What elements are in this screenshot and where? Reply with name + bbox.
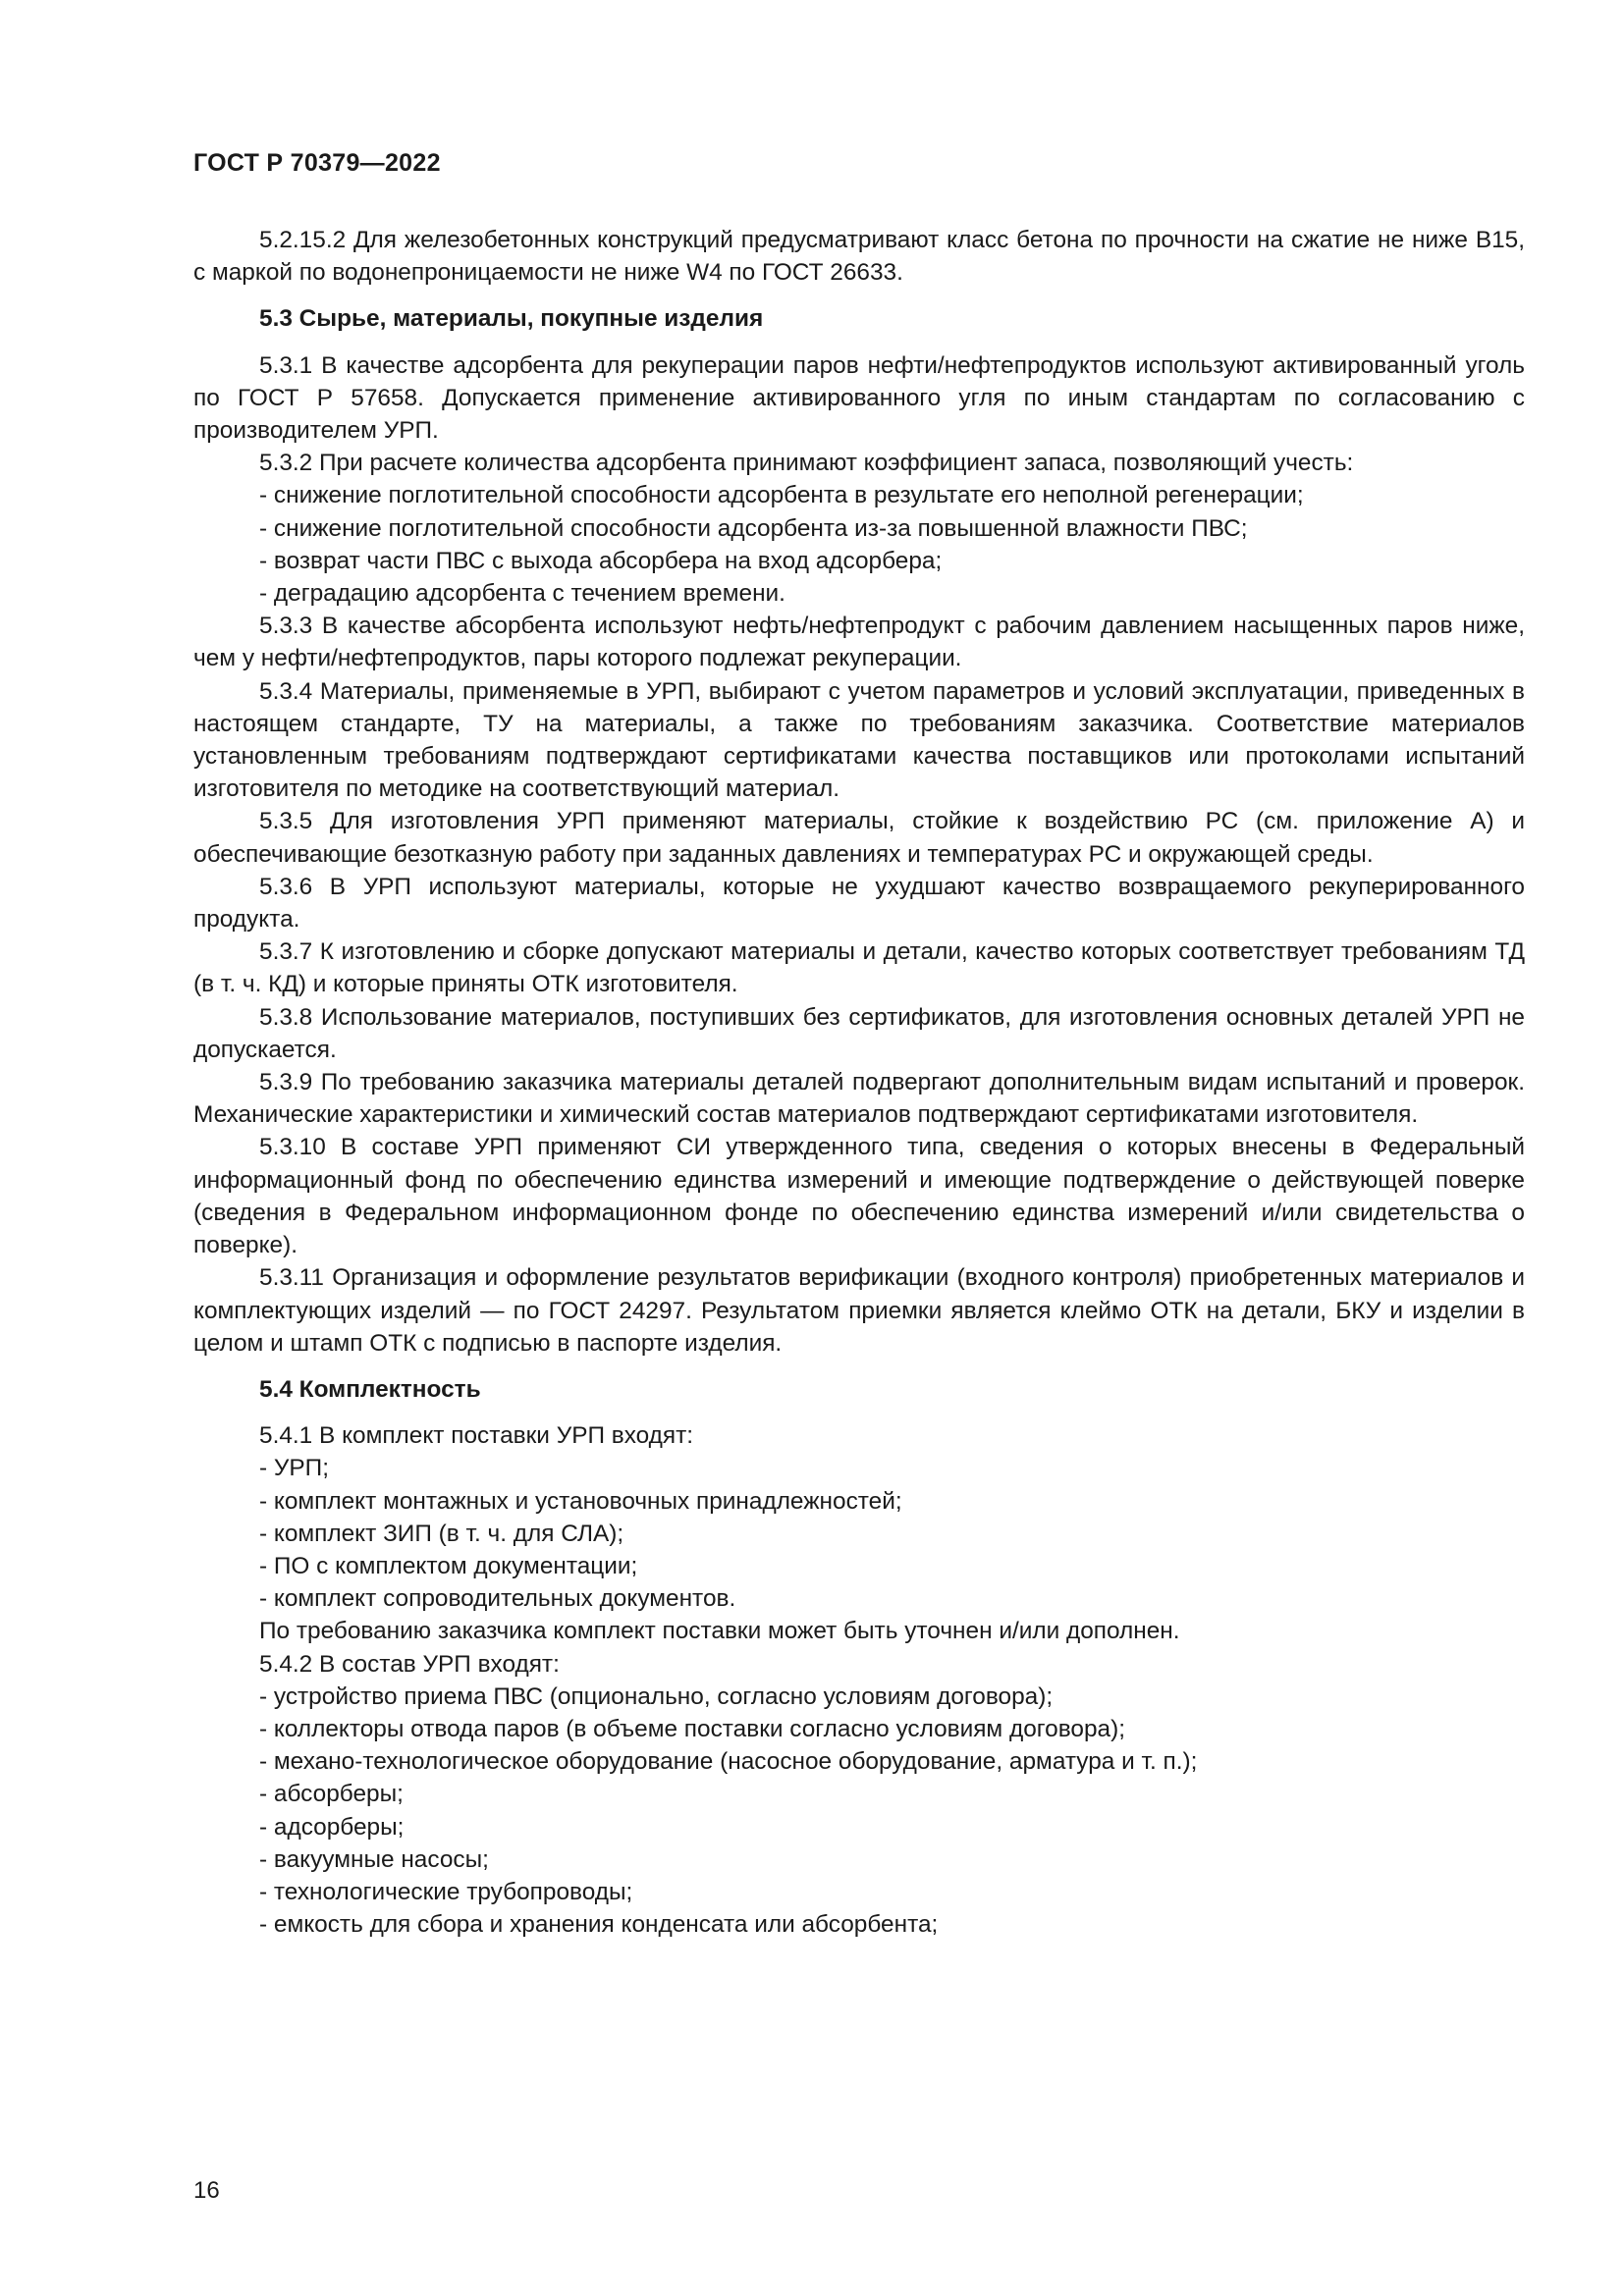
clause-5-3-6: 5.3.6 В УРП используют материалы, которые не ухудшают качество возвращаемого рекуперированного продукта. xyxy=(193,873,1525,934)
document-page xyxy=(193,0,1525,2296)
list-item: - ПО с комплектом документации; xyxy=(259,1552,638,1579)
clause-5-3-7: 5.3.7 К изготовлению и сборке допускают материалы и детали, качество которых соответствует требованиям ТД (в т. ч. КД) и которые приняты ОТК изготовителя. xyxy=(193,938,1525,998)
list-item: - возврат части ПВС с выхода абсорбера на вход адсорбера; xyxy=(259,547,943,574)
page-number: 16 xyxy=(193,2177,220,2204)
document-header: ГОСТ Р 70379—2022 xyxy=(193,149,441,177)
clause-5-3-4: 5.3.4 Материалы, применяемые в УРП, выбирают с учетом параметров и условий эксплуатации, приведенных в настоящем стандарте, ТУ на материалы, а также по требованиям заказчика. Соответствие материалов установленным требованиям подтверждают сертификатами качества поставщиков или протоколами испытаний изготовителя по методике на соответствующий материал. xyxy=(193,677,1525,803)
list-item: - деградацию адсорбента с течением времени. xyxy=(259,580,785,608)
delivery-note: По требованию заказчика комплект поставки может быть уточнен и/или дополнен. xyxy=(259,1618,1180,1645)
section-5-4-title: 5.4 Комплектность xyxy=(259,1375,481,1403)
list-item: - снижение поглотительной способности адсорбента в результате его неполной регенерации; xyxy=(259,482,1304,509)
list-item: - коллекторы отвода паров (в объеме поставки согласно условиям договора); xyxy=(259,1715,1125,1742)
list-item: - комплект сопроводительных документов. xyxy=(259,1585,736,1613)
section-5-3-title: 5.3 Сырье, материалы, покупные изделия xyxy=(259,305,764,333)
list-item: - комплект монтажных и установочных принадлежностей; xyxy=(259,1487,902,1515)
clause-5-3-11: 5.3.11 Организация и оформление результатов верификации (входного контроля) приобретенных материалов и комплектующих изделий — по ГОСТ 24297. Результатом приемки является клеймо ОТК на детали, БКУ и изделии в целом и штамп ОТК с подписью в паспорте изделия. xyxy=(193,1264,1525,1357)
list-item: - снижение поглотительной способности адсорбента из-за повышенной влажности ПВС; xyxy=(259,514,1248,542)
list-item: - вакуумные насосы; xyxy=(259,1845,489,1873)
clause-5-3-10: 5.3.10 В составе УРП применяют СИ утвержденного типа, сведения о которых внесены в Федеральный информационный фонд по обеспечению единства измерений и имеющие подтверждение о действующей поверке (сведения в Федеральном информационном фонде по обеспечению единства измерений и/или свидетельства о поверке). xyxy=(193,1134,1525,1259)
list-item: - устройство приема ПВС (опционально, согласно условиям договора); xyxy=(259,1682,1054,1710)
list-item: - УРП; xyxy=(259,1455,329,1482)
clause-5-4-1: 5.4.1 В комплект поставки УРП входят: xyxy=(259,1422,694,1450)
clause-5-3-9: 5.3.9 По требованию заказчика материалы деталей подвергают дополнительным видам испытаний и проверок. Механические характеристики и химический состав материалов подтверждают сертификатами изготовителя. xyxy=(193,1069,1525,1129)
clause-5-2-15-2: 5.2.15.2 Для железобетонных конструкций предусматривают класс бетона по прочности на сжатие не ниже В15, с маркой по водонепроницаемости не ниже W4 по ГОСТ 26633. xyxy=(193,227,1525,287)
list-item: - комплект ЗИП (в т. ч. для СЛА); xyxy=(259,1520,624,1547)
clause-5-3-3: 5.3.3 В качестве абсорбента используют нефть/нефтепродукт с рабочим давлением насыщенных паров ниже, чем у нефти/нефтепродуктов, пары которого подлежат рекуперации. xyxy=(193,613,1525,672)
document-body xyxy=(193,224,1525,1941)
list-item: - абсорберы; xyxy=(259,1781,404,1808)
clause-5-3-5: 5.3.5 Для изготовления УРП применяют материалы, стойкие к воздействию РС (см. приложение А) и обеспечивающие безотказную работу при заданных давлениях и температурах РС и окружающей среды. xyxy=(193,808,1525,868)
list-item: - технологические трубопроводы; xyxy=(259,1878,633,1905)
list-item: - механо-технологическое оборудование (насосное оборудование, арматура и т. п.); xyxy=(259,1748,1198,1776)
list-item: - емкость для сбора и хранения конденсата или абсорбента; xyxy=(259,1911,939,1939)
clause-5-3-2: 5.3.2 При расчете количества адсорбента принимают коэффициент запаса, позволяющий учесть: xyxy=(259,450,1354,477)
clause-5-4-2: 5.4.2 В состав УРП входят: xyxy=(259,1650,560,1678)
clause-5-3-8: 5.3.8 Использование материалов, поступивших без сертификатов, для изготовления основных деталей УРП не допускается. xyxy=(193,1003,1525,1063)
clause-5-3-1: 5.3.1 В качестве адсорбента для рекуперации паров нефти/нефтепродуктов используют активированный уголь по ГОСТ Р 57658. Допускается применение активированного угля по иным стандартам по согласованию с производителем УРП. xyxy=(193,351,1525,445)
list-item: - адсорберы; xyxy=(259,1813,405,1841)
